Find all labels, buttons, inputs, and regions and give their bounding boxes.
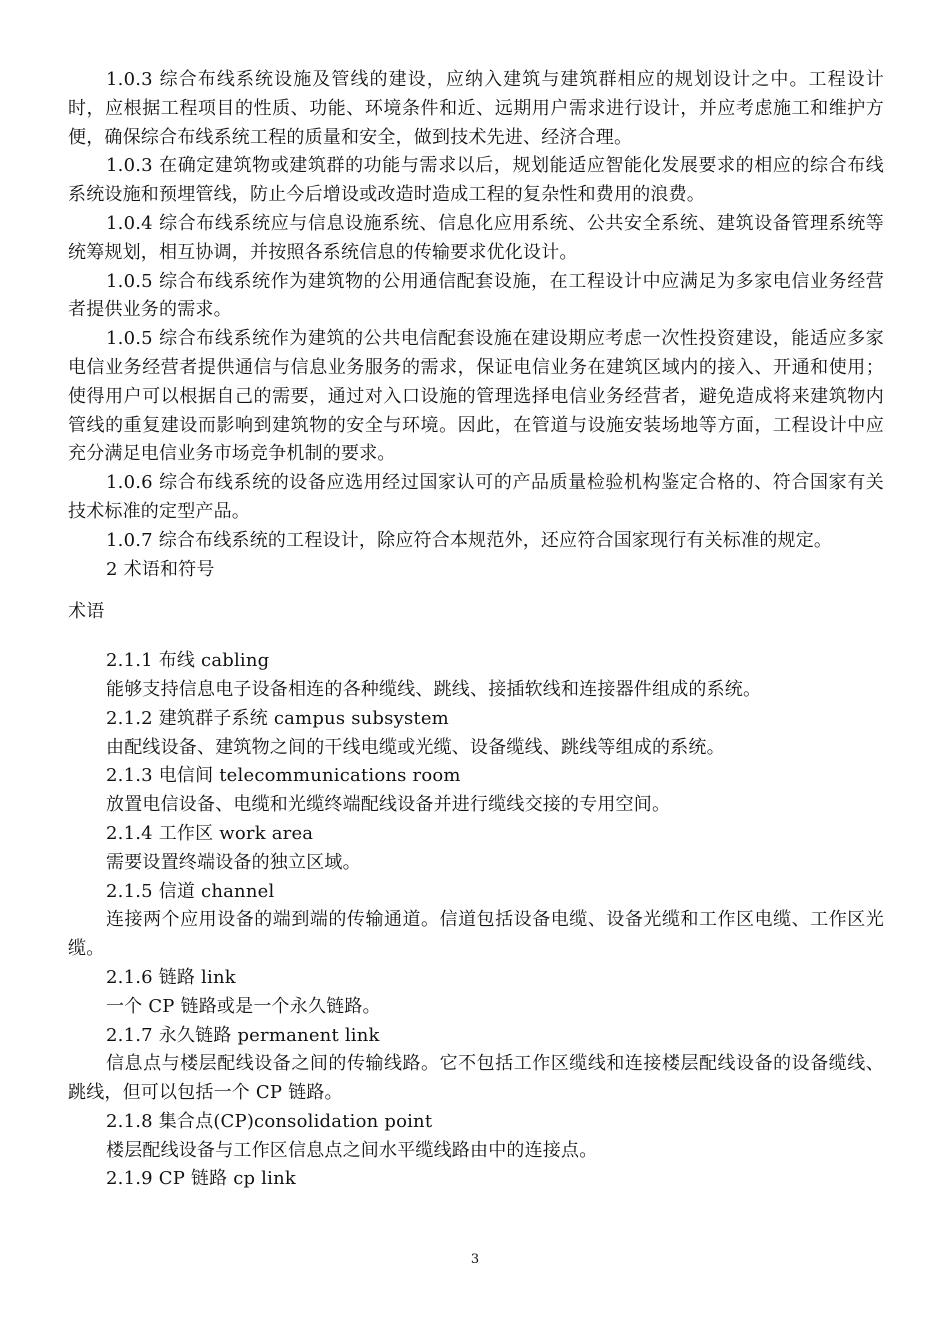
section-heading: 2 术语和符号 xyxy=(106,558,215,580)
page-number: 3 xyxy=(470,1252,480,1267)
terms-heading: 术语 xyxy=(68,601,105,623)
term-definition: 由配线设备、建筑物之间的干线电缆或光缆、设备缆线、跳线等组成的系统。 xyxy=(106,736,725,758)
term-title: 2.1.7 永久链路 permanent link xyxy=(106,1024,380,1046)
paragraph-1-0-3-b: 1.0.3 在确定建筑物或建筑群的功能与需求以后，规划能适应智能化发展要求的相应的综合布线系统设施和预埋管线，防止今后增设或改造时造成工程的复杂性和费用的浪费。 xyxy=(68,155,884,206)
term-title: 2.1.9 CP 链路 cp link xyxy=(106,1168,296,1190)
term-definition: 放置电信设备、电缆和光缆终端配线设备并进行缆线交接的专用空间。 xyxy=(106,794,671,816)
term-definition: 楼层配线设备与工作区信息点之间水平缆线路由中的连接点。 xyxy=(106,1139,598,1161)
paragraph-1-0-6: 1.0.6 综合布线系统的设备应选用经过国家认可的产品质量检验机构鉴定合格的、符合国家有关技术标准的定型产品。 xyxy=(68,472,884,522)
term-definition: 信息点与楼层配线设备之间的传输线路。它不包括工作区缆线和连接楼层配线设备的设备缆线、跳线，但可以包括一个 CP 链路。 xyxy=(68,1053,884,1104)
term-title: 2.1.3 电信间 telecommunications room xyxy=(106,765,461,787)
term-title: 2.1.4 工作区 work area xyxy=(106,822,314,844)
paragraph-1-0-5-b: 1.0.5 综合布线系统作为建筑的公共电信配套设施在建设期应考虑一次性投资建设，能适应多家电信业务经营者提供通信与信息业务服务的需求，保证电信业务在建筑区域内的接入、开通和使用；使得用户可以根据自己的需要，通过对入口设施的管理选择电信业务经营者，避免造成将来建筑物内管线的重复建设而影响到建筑物的安全与环境。因此，在管道与设施安装场地等方面，工程设计中应充分满足电信业务市场竞争机制的要求。 xyxy=(68,328,884,465)
term-definition: 能够支持信息电子设备相连的各种缆线、跳线、接插软线和连接器件组成的系统。 xyxy=(106,678,762,700)
term-definition: 一个 CP 链路或是一个永久链路。 xyxy=(106,995,381,1017)
term-title: 2.1.2 建筑群子系统 campus subsystem xyxy=(106,707,449,729)
paragraph-1-0-5-a: 1.0.5 综合布线系统作为建筑物的公用通信配套设施，在工程设计中应满足为多家电信业务经营者提供业务的需求。 xyxy=(68,270,884,321)
term-title: 2.1.1 布线 cabling xyxy=(106,650,270,672)
term-definition: 需要设置终端设备的独立区域。 xyxy=(106,851,361,873)
paragraph-1-0-3-a: 1.0.3 综合布线系统设施及管线的建设，应纳入建筑与建筑群相应的规划设计之中。工程设计时，应根据工程项目的性质、功能、环境条件和近、远期用户需求进行设计，并应考虑施工和维护方便，确保综合布线系统工程的质量和安全，做到技术先进、经济合理。 xyxy=(68,69,884,148)
paragraph-1-0-7: 1.0.7 综合布线系统的工程设计，除应符合本规范外，还应符合国家现行有关标准的规定。 xyxy=(106,529,833,551)
document-page xyxy=(68,66,884,1194)
term-definition: 连接两个应用设备的端到端的传输通道。信道包括设备电缆、设备光缆和工作区电缆、工作区光缆。 xyxy=(68,909,884,960)
term-title: 2.1.6 链路 link xyxy=(106,966,236,988)
term-title: 2.1.8 集合点(CP)consolidation point xyxy=(106,1110,433,1132)
paragraph-1-0-4: 1.0.4 综合布线系统应与信息设施系统、信息化应用系统、公共安全系统、建筑设备管理系统等统筹规划，相互协调，并按照各系统信息的传输要求优化设计。 xyxy=(68,212,884,263)
term-title: 2.1.5 信道 channel xyxy=(106,880,275,902)
